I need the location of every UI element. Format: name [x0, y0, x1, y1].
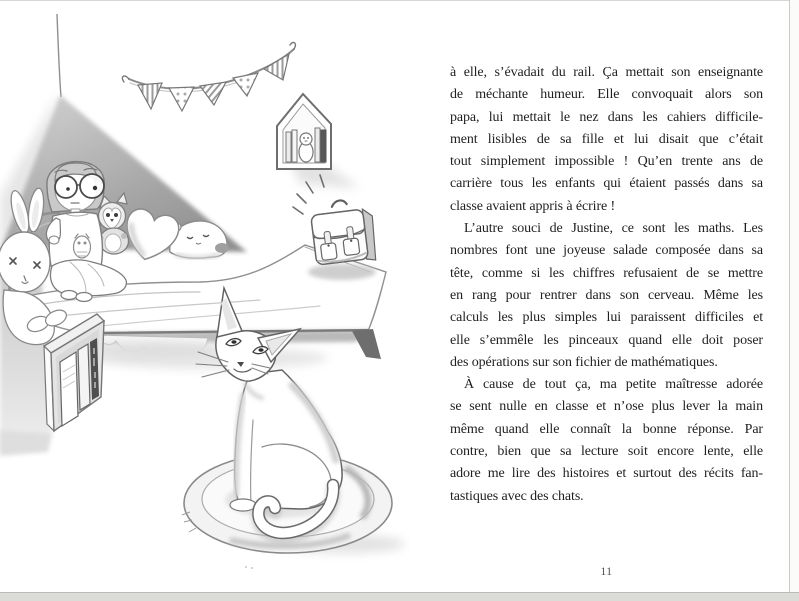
page-number: 11 — [600, 566, 613, 578]
pennant-dotted — [233, 73, 258, 96]
text-line: À cause de tout ça, ma petite maîtresse adorée — [464, 377, 763, 393]
window-edge-bottom — [0, 592, 799, 601]
girl-legs — [50, 260, 126, 296]
house-shelf — [277, 94, 360, 188]
pencil-speck — [245, 566, 247, 568]
text-line: contre, bien que sa lecture soit encore lente, elle — [450, 444, 763, 460]
text-line: carrière tous les enfants qui étaient passés dans sa — [450, 176, 763, 192]
cat-paw — [230, 499, 256, 511]
string-hook-right — [290, 42, 295, 49]
bed-leg — [352, 329, 381, 359]
bird-figurine — [299, 133, 313, 162]
pennant-striped — [264, 54, 289, 80]
text-line: tastiques avec des chats. — [450, 488, 584, 504]
text-line: papa, lui mettait le nez dans les cahiers difficile- — [450, 109, 763, 125]
pennant-diagonal — [200, 82, 226, 105]
satchel-handle — [331, 200, 347, 207]
pennant-dotted — [169, 87, 194, 111]
paragraph — [450, 374, 763, 508]
text-line: tout simplement impossible ! Qu’en trente ans de — [450, 154, 763, 170]
text-line: calculs les plus simples lui paraissent difficiles et — [450, 310, 763, 326]
girl-foot — [76, 293, 92, 302]
text-line: se sent nulle en classe et n’ose plus lever la main — [450, 399, 763, 415]
text-line: ment lisibles de sa fille et lui disait que c’était — [450, 131, 763, 147]
text-line: tête, comme si les chiffres refusaient de se mettre — [450, 265, 763, 281]
pennant-striped — [138, 83, 162, 109]
text-line: même quand elle connaît la bonne réponse. Par — [450, 421, 763, 437]
text-line: en rang pour rentrer dans son cerveau. Même les — [450, 287, 763, 303]
text-line: L’autre souci de Justine, ce sont les maths. Les — [464, 221, 763, 237]
text-line: à elle, s’évadait du rail. Ça mettait son enseignante — [450, 65, 763, 80]
text-line: nombres font une joyeuse salade composée dans sa — [450, 243, 763, 259]
girl-foot — [61, 291, 77, 300]
paragraph — [450, 62, 763, 218]
right-page-text — [450, 62, 763, 508]
pencil-speck — [251, 567, 253, 569]
text-line: adore me lire des histoires et surtout des récits fan- — [450, 466, 763, 482]
text-line: elle s’emmêle les pinceaux quand elle doit poser — [450, 332, 763, 348]
window-edge-right — [789, 0, 799, 601]
window-edge-top — [0, 0, 799, 1]
bunting-banner — [122, 42, 295, 111]
text-line: classe avaient appris à écrire ! — [450, 198, 616, 214]
text-line: des opérations sur son fichier de mathématiques. — [450, 354, 718, 370]
text-line: de méchante humeur. Elle convoquait alors son — [450, 87, 763, 103]
paragraph — [450, 218, 763, 374]
